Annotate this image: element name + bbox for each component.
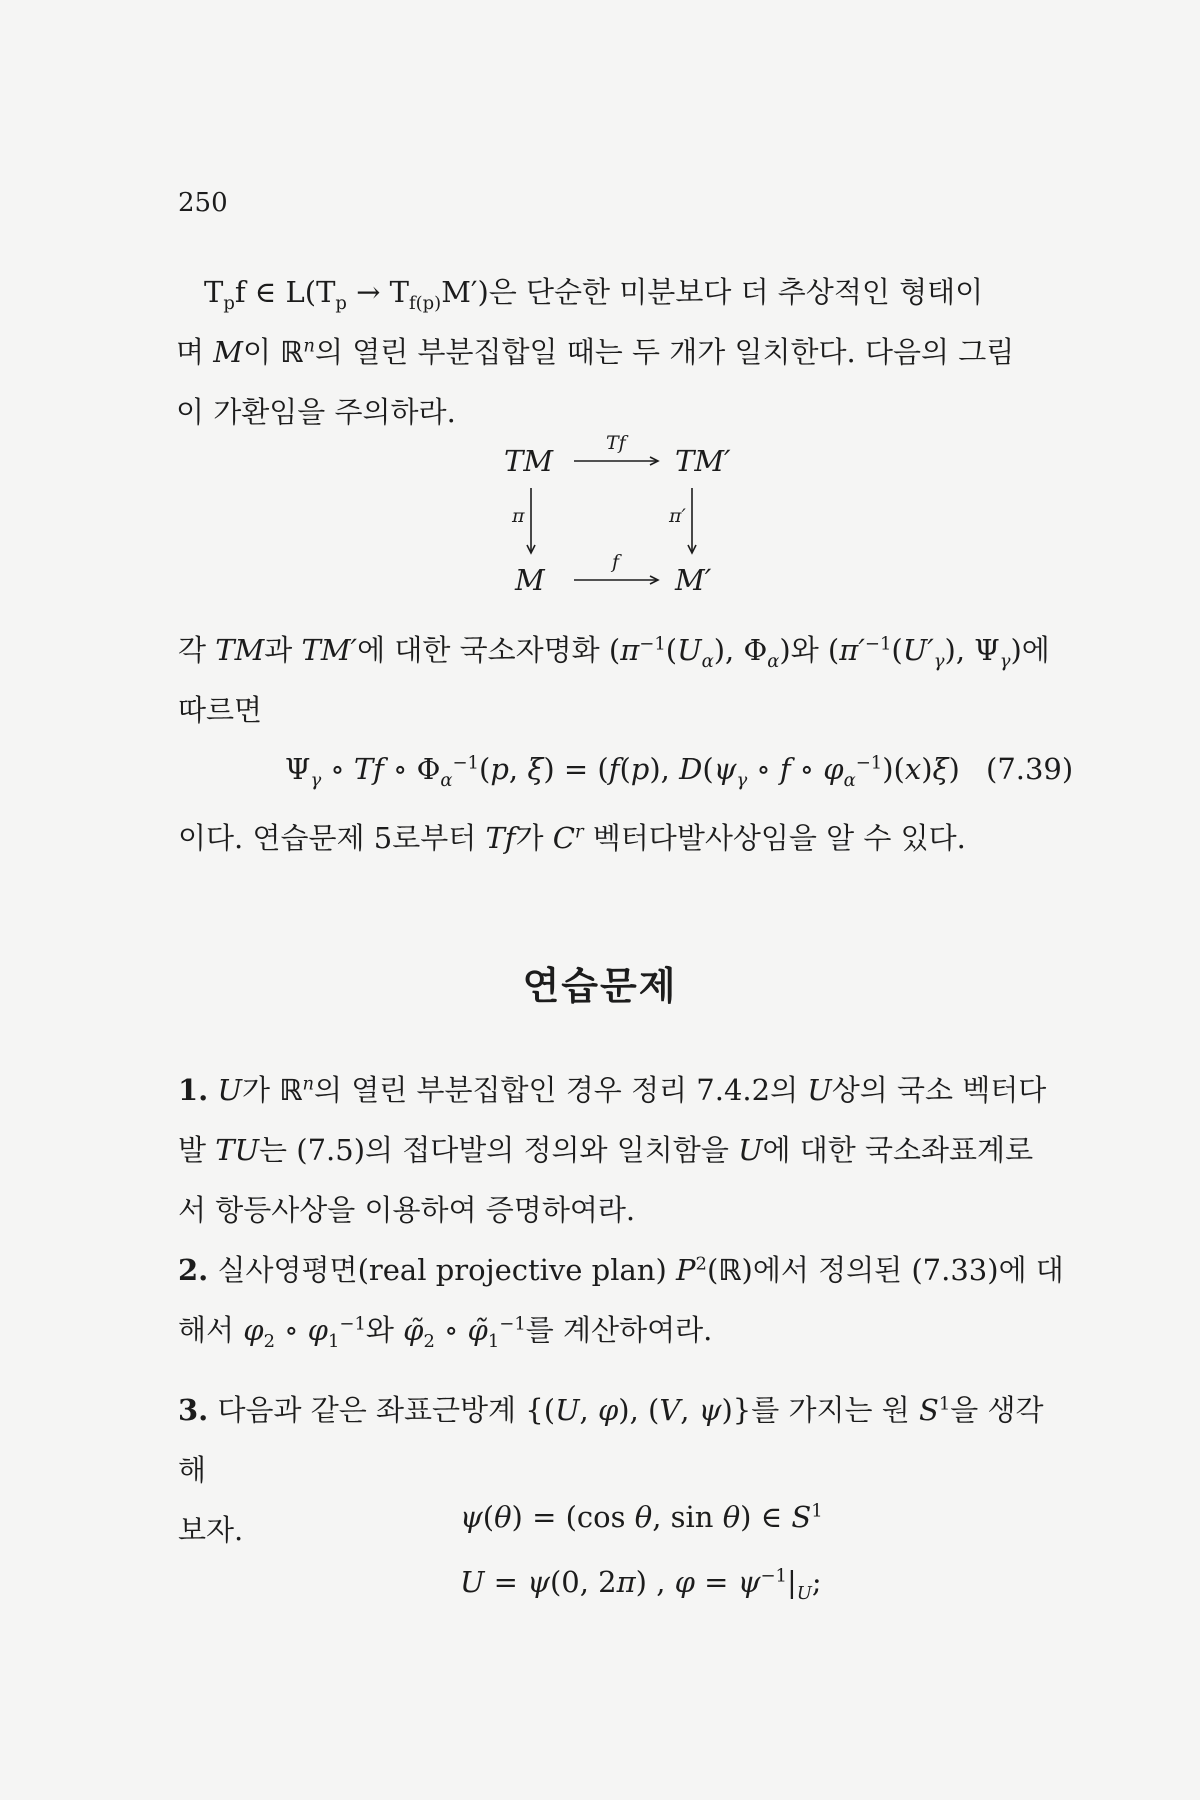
paragraph-2-line-1: 각 TM과 TM′에 대한 국소자명화 ($\pi^{-1}(U_\alpha)$, $\Phi_\alpha$)와 ($\pi'^{-1}(U'_\gamma)$, $\Psi_\gamma$)에 bbox=[178, 633, 1050, 672]
paragraph-1-line-3: 이 가환임을 주의하라. bbox=[176, 395, 456, 429]
exercise-3-line-2: 보자. bbox=[178, 1513, 244, 1547]
exercise-1-line-3: 서 항등사상을 이용하여 증명하여라. bbox=[178, 1193, 636, 1227]
page-number: 250 bbox=[178, 188, 228, 218]
diagram-right-arrow-label: π′ bbox=[669, 505, 686, 527]
diagram-arrows bbox=[0, 0, 1200, 700]
diagram-left-arrow-label: π bbox=[512, 505, 525, 527]
paragraph-2-line-2: 따르면 bbox=[178, 693, 263, 727]
diagram-top-right: TM′ bbox=[675, 444, 731, 478]
exercise-2 bbox=[178, 1240, 1068, 1360]
section-heading: 연습문제 bbox=[522, 964, 678, 1008]
exercise-2-line-1: 2. 실사영평면(real projective plan) $P^2(ℝ)$에서 정의된 (7.33)에 대 bbox=[178, 1253, 1064, 1287]
diagram-bottom-right: M′ bbox=[675, 563, 712, 597]
exercise-1-line-2: 발 TU는 (7.5)의 접다발의 정의와 일치함을 U에 대한 국소좌표계로 bbox=[178, 1133, 1034, 1167]
equation-7-39: $\Psi_\gamma$ ∘ Tf ∘ $\Phi_\alpha^{-1}(p$, ξ) = (f(p), $D(\psi_\gamma$ ∘ f ∘ $\varphi_\alpha^{-1})(x)\xi$) bbox=[285, 752, 960, 791]
exercise-3-equation-2: U = ψ(0, 2π) , $\varphi = \psi^{-1}|_U$; bbox=[460, 1565, 822, 1604]
paragraph-1-line-2: 며 M이 ℝ$^n$의 열린 부분집합일 때는 두 개가 일치한다. 다음의 그림 bbox=[176, 335, 1015, 369]
diagram-bottom-arrow-label: f bbox=[612, 551, 620, 573]
diagram-bottom-left: M bbox=[515, 563, 545, 597]
exercise-1 bbox=[178, 1060, 1068, 1240]
paragraph-3: 이다. 연습문제 5로부터 Tf가 $C^r$ 벡터다발사상임을 알 수 있다. bbox=[178, 821, 966, 855]
exercise-3-line-1: 3. 다음과 같은 좌표근방계 {(U, φ), (V, ψ)}를 가지는 원 $S^1$을 생각해 bbox=[178, 1393, 1044, 1487]
paragraph-1-line-1: $T_pf$ ∈ $L(T_p \to T_{f(p)}M')$은 단순한 미분보다 더 추상적인 형태이 bbox=[204, 275, 984, 314]
paragraph-2 bbox=[178, 620, 1068, 740]
equation-number: (7.39) bbox=[986, 752, 1074, 786]
exercise-2-line-2: 해서 $\varphi_2$ ∘ $\varphi_1^{-1}$와 $\varphĩ_2$ ∘ $\varphĩ_1^{-1}$를 계산하여라. bbox=[178, 1313, 713, 1352]
exercise-1-line-1: 1. U가 ℝ$^n$의 열린 부분집합인 경우 정리 7.4.2의 U상의 국소 벡터다 bbox=[178, 1073, 1047, 1107]
diagram-top-left: TM bbox=[504, 444, 554, 478]
diagram-top-arrow-label: Tf bbox=[606, 432, 626, 454]
exercise-3-equation-1: ψ(θ) = (cos θ, sin θ) ∈ $S^1$ bbox=[460, 1500, 823, 1534]
